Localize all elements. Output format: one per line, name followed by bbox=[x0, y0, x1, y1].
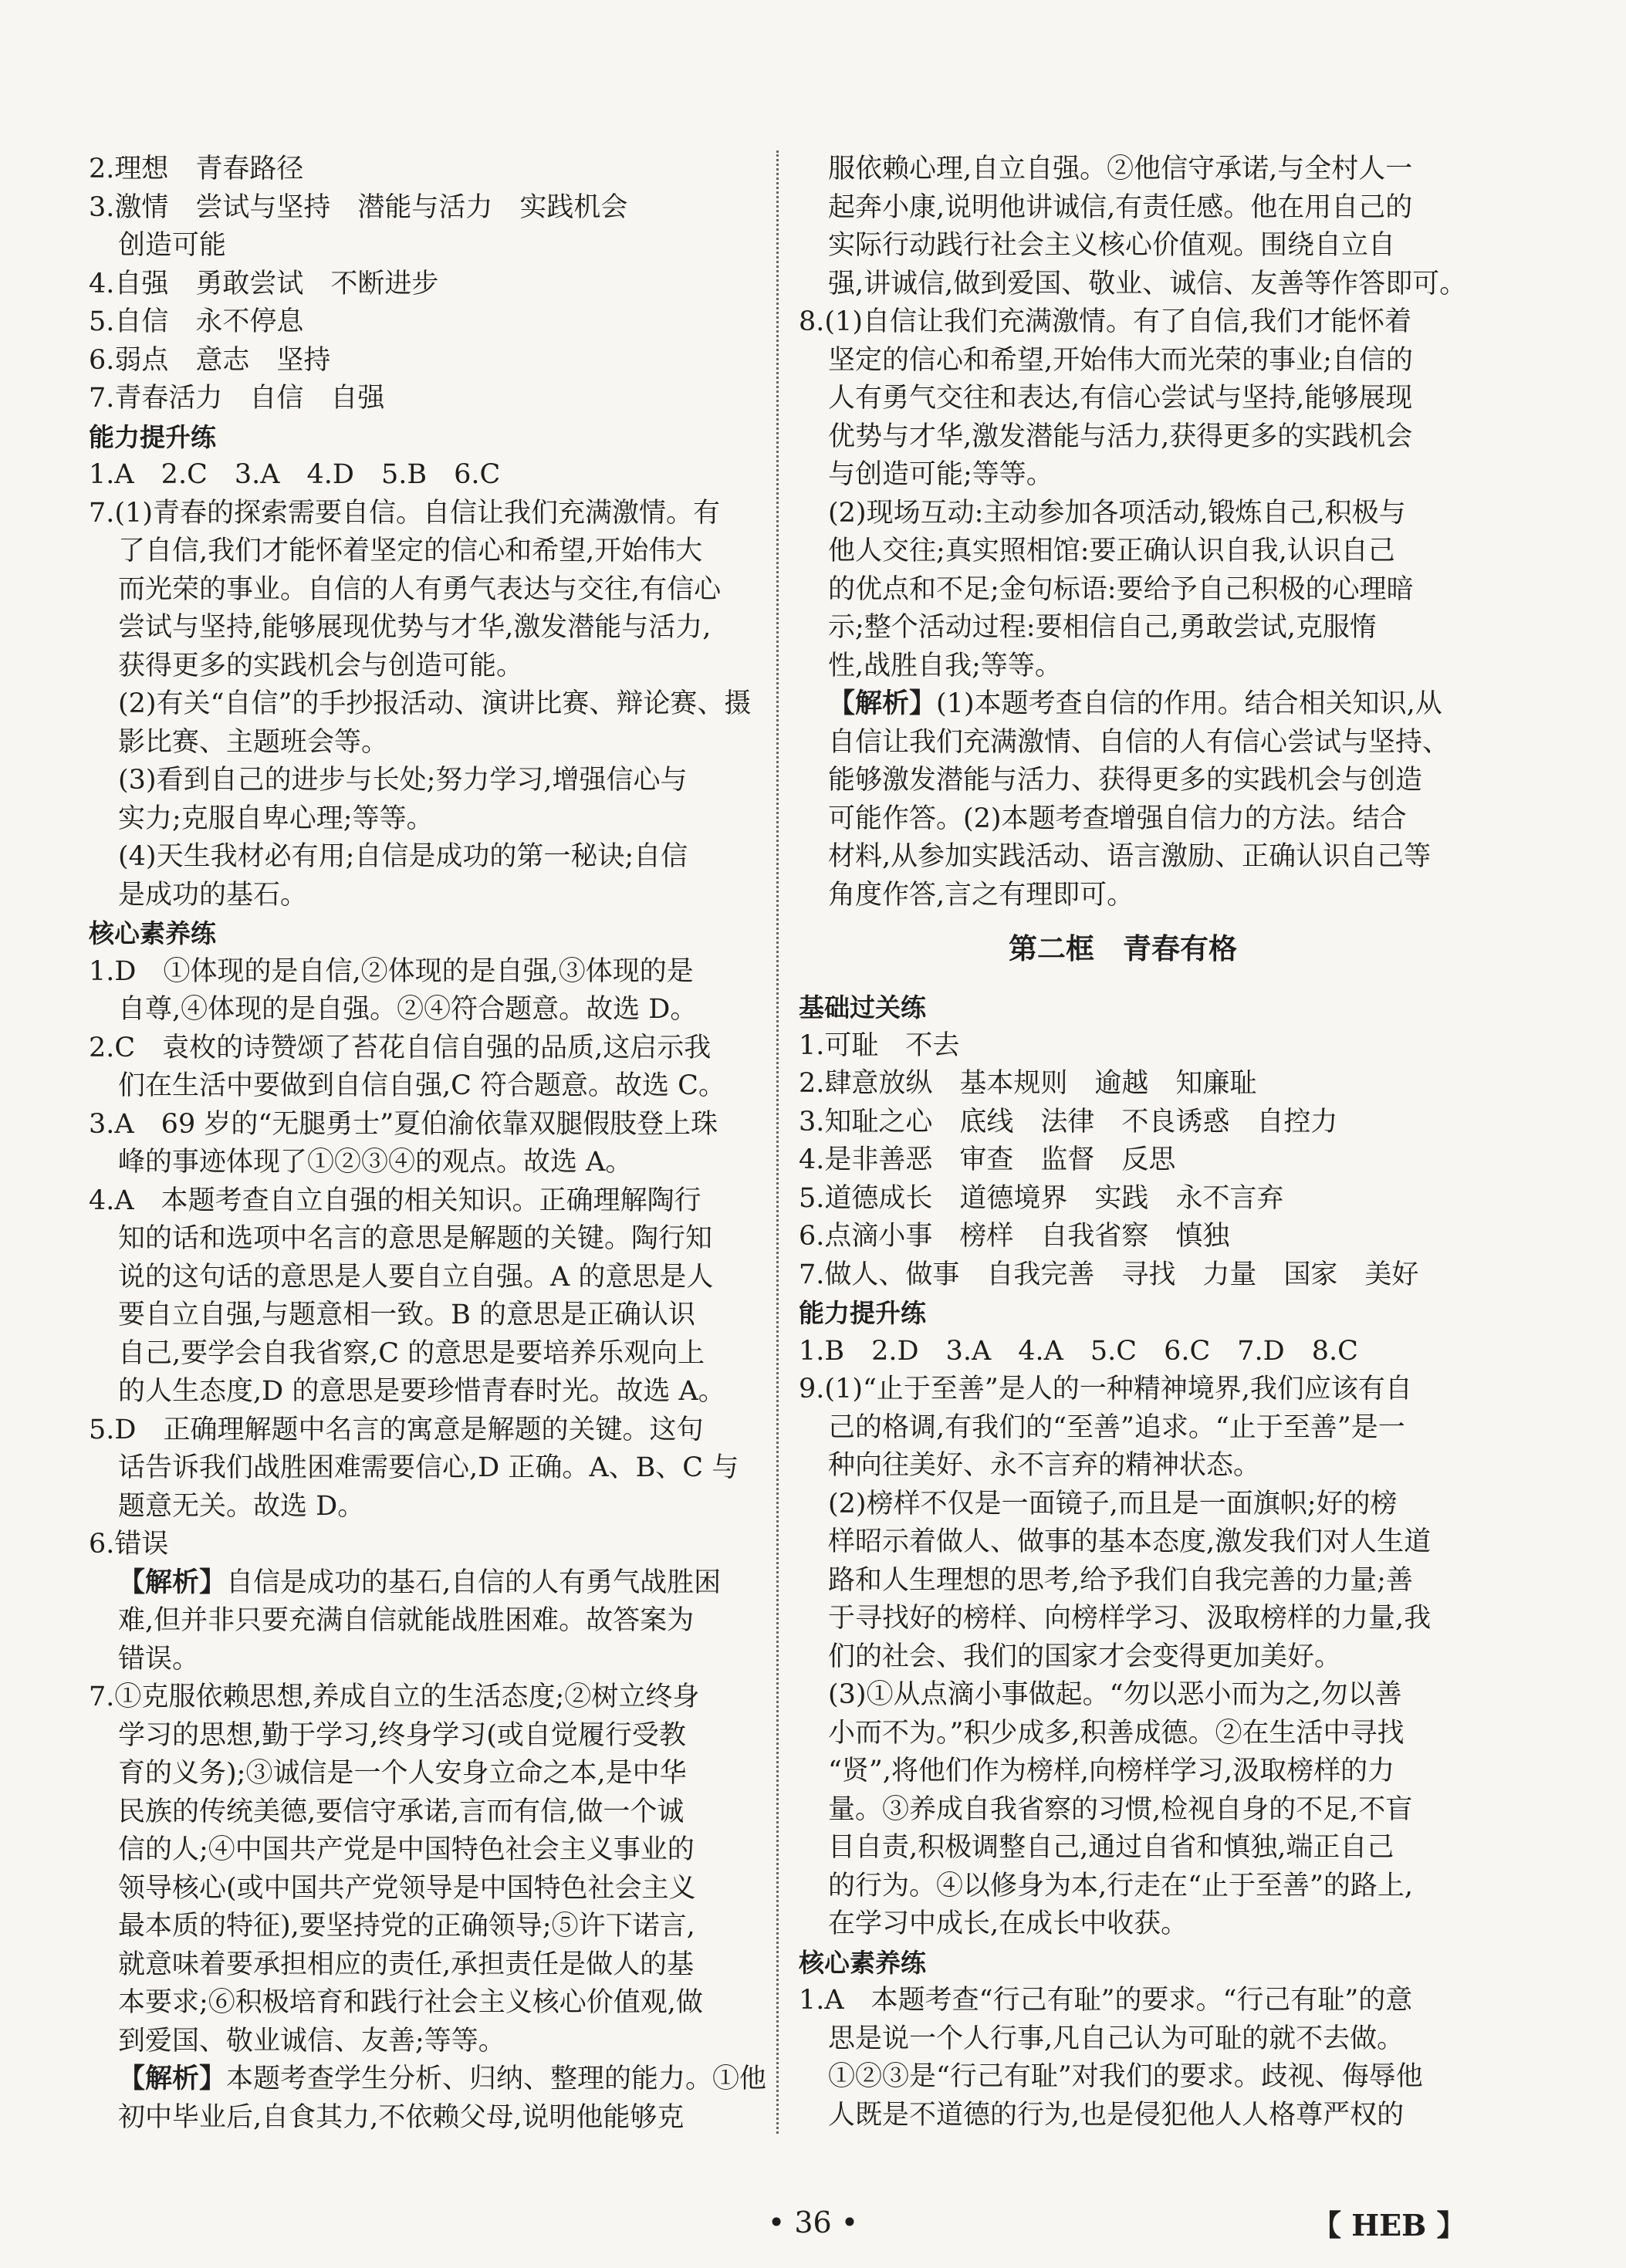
edition-tag: 【 HEB 】 bbox=[1312, 2208, 1466, 2243]
answer-line: 起奔小康,说明他讲诚信,有责任感。他在用自己的 bbox=[828, 191, 1413, 223]
answer-line: 5.自信 永不停息 bbox=[89, 306, 304, 337]
answer-line: 4.A 本题考查自立自强的相关知识。正确理解陶行 bbox=[89, 1185, 701, 1216]
answer-line: “贤”,将他们作为榜样,向榜样学习,汲取榜样的力 bbox=[828, 1756, 1395, 1786]
section-title: 第二框 青春有格 bbox=[1009, 932, 1237, 965]
answer-line: 1.D ①体现的是自信,②体现的是自强,③体现的是 bbox=[89, 955, 694, 987]
answer-line: 民族的传统美德,要信守承诺,言而有信,做一个诚 bbox=[118, 1796, 685, 1827]
answer-line: 4.是非善恶 审查 监督 反思 bbox=[799, 1144, 1176, 1175]
answer-line: 信的人;④中国共产党是中国特色社会主义事业的 bbox=[118, 1834, 695, 1865]
answer-line: (2)有关“自信”的手抄报活动、演讲比赛、辩论赛、摄 bbox=[118, 688, 752, 719]
answer-line: 的行为。④以修身为本,行走在“止于至善”的路上, bbox=[828, 1870, 1414, 1901]
answer-line: (4)天生我材必有用;自信是成功的第一秘诀;自信 bbox=[118, 841, 688, 872]
answer-line: 8.(1)自信让我们充满激情。有了自信,我们才能怀着 bbox=[799, 306, 1412, 337]
answer-line: 2.C 袁枚的诗赞颂了苔花自信自强的品质,这启示我 bbox=[89, 1032, 712, 1063]
answer-line: 强,讲诚信,做到爱国、敬业、诚信、友善等作答即可。 bbox=[828, 268, 1467, 299]
answer-line: 优势与才华,激发潜能与活力,获得更多的实践机会 bbox=[828, 421, 1413, 452]
answer-line: 小而不为。”积少成多,积善成德。②在生活中寻找 bbox=[828, 1717, 1405, 1749]
answer-line: 2.肆意放纵 基本规则 逾越 知廉耻 bbox=[799, 1068, 1257, 1099]
answer-line: 领导核心(或中国共产党领导是中国特色社会主义 bbox=[118, 1872, 696, 1904]
section-heading-core: 核心素养练 bbox=[89, 918, 216, 948]
answer-line: 目自责,积极调整自己,通过自省和慎独,端正自己 bbox=[828, 1832, 1394, 1863]
page-number: • 36 • bbox=[767, 2205, 859, 2239]
answer-line: 7.(1)青春的探索需要自信。自信让我们充满激情。有 bbox=[89, 497, 720, 529]
section-heading-ability: 能力提升练 bbox=[89, 421, 216, 452]
answer-line: 2.理想 青春路径 bbox=[89, 154, 304, 184]
answer-line: 可能作答。(2)本题考查增强自信力的方法。结合 bbox=[828, 803, 1407, 834]
analysis-text: 自信是成功的基石,自信的人有勇气战胜困 bbox=[226, 1567, 722, 1598]
answer-line: 们在生活中要做到自信自强,C 符合题意。故选 C。 bbox=[118, 1070, 725, 1101]
analysis-label: 【解析】 bbox=[118, 2064, 227, 2094]
answer-line: 自尊,④体现的是自强。②④符合题意。故选 D。 bbox=[118, 994, 698, 1025]
answer-line: 错误。 bbox=[118, 1643, 200, 1675]
section-heading-basic: 基础过关练 bbox=[799, 992, 926, 1022]
answer-line: (2)榜样不仅是一面镜子,而且是一面旗帜;好的榜 bbox=[828, 1488, 1398, 1519]
section-heading-ability: 能力提升练 bbox=[799, 1298, 926, 1328]
answer-line: 7.做人、做事 自我完善 寻找 力量 国家 美好 bbox=[799, 1259, 1419, 1290]
answer-line: 人有勇气交往和表达,有信心尝试与坚持,能够展现 bbox=[828, 383, 1413, 414]
answer-line: 1.B 2.D 3.A 4.A 5.C 6.C 7.D 8.C bbox=[799, 1335, 1358, 1367]
answer-line: 材料,从参加实践活动、语言激励、正确认识自己等 bbox=[828, 841, 1432, 872]
answer-line: 是成功的基石。 bbox=[118, 879, 308, 911]
answer-line: 能够激发潜能与活力、获得更多的实践机会与创造 bbox=[828, 765, 1423, 796]
answer-line: 6.点滴小事 榜样 自我省察 慎独 bbox=[799, 1221, 1230, 1252]
answer-line: (2)现场互动:主动参加各项活动,锻炼自己,积极与 bbox=[828, 497, 1406, 529]
analysis-line bbox=[89, 1564, 745, 1603]
answer-line: 话告诉我们战胜困难需要信心,D 正确。A、B、C 与 bbox=[118, 1452, 739, 1483]
answer-line: ①②③是“行己有耻”对我们的要求。歧视、侮辱他 bbox=[828, 2061, 1423, 2092]
answer-line: 的优点和不足;金句标语:要给予自己积极的心理暗 bbox=[828, 573, 1414, 605]
answer-line: 4.自强 勇敢尝试 不断进步 bbox=[89, 268, 439, 299]
answer-line: 3.A 69 岁的“无腿勇士”夏伯渝依靠双腿假肢登上珠 bbox=[89, 1108, 718, 1140]
analysis-line bbox=[799, 685, 1447, 724]
answer-line: 1.可耻 不去 bbox=[799, 1029, 960, 1061]
answer-line: 角度作答,言之有理即可。 bbox=[828, 879, 1134, 911]
left-column bbox=[89, 150, 767, 2137]
analysis-text: (1)本题考查自信的作用。结合相关知识,从 bbox=[936, 688, 1442, 719]
answer-line: 样昭示着做人、做事的基本态度,激发我们对人生道 bbox=[828, 1526, 1432, 1557]
analysis-line bbox=[89, 2060, 767, 2099]
answer-line: 9.(1)“止于至善”是人的一种精神境界,我们应该有自 bbox=[799, 1374, 1412, 1404]
answer-line: 难,但并非只要充满自信就能战胜困难。故答案为 bbox=[118, 1605, 695, 1636]
answer-line: 示;整个活动过程:要相信自己,勇敢尝试,克服惰 bbox=[828, 612, 1377, 643]
right-column bbox=[799, 150, 1467, 2134]
answer-line: 人既是不道德的行为,也是侵犯他人人格尊严权的 bbox=[828, 2099, 1405, 2131]
answer-line: 育的义务);③诚信是一个人安身立命之本,是中华 bbox=[118, 1758, 687, 1789]
column-divider bbox=[776, 150, 779, 2134]
answer-line: 峰的事迹体现了①②③④的观点。故选 A。 bbox=[118, 1147, 633, 1178]
answer-line: 坚定的信心和希望,开始伟大而光荣的事业;自信的 bbox=[828, 344, 1413, 376]
answer-line: 实力;克服自卑心理;等等。 bbox=[118, 803, 434, 834]
answer-line: 影比赛、主题班会等。 bbox=[118, 726, 389, 758]
answer-line: 3.知耻之心 底线 法律 不良诱惑 自控力 bbox=[799, 1106, 1338, 1137]
answer-line: 自信让我们充满激情、自信的人有信心尝试与坚持、 bbox=[828, 726, 1450, 758]
answer-line: 要自立自强,与题意相一致。B 的意思是正确认识 bbox=[118, 1300, 695, 1330]
answer-line: 3.激情 尝试与坚持 潜能与活力 实践机会 bbox=[89, 191, 628, 223]
answer-line: 题意无关。故选 D。 bbox=[118, 1490, 365, 1522]
answer-line: 实际行动践行社会主义核心价值观。围绕自立自 bbox=[828, 230, 1396, 261]
answer-line: 与创造可能;等等。 bbox=[828, 459, 1053, 490]
analysis-label: 【解析】 bbox=[118, 1567, 227, 1598]
answer-line: 路和人生理想的思考,给予我们自我完善的力量;善 bbox=[828, 1564, 1413, 1596]
analysis-label: 【解析】 bbox=[828, 688, 937, 719]
section-heading-core: 核心素养练 bbox=[799, 1947, 926, 1978]
answer-line: 6.错误 bbox=[89, 1529, 169, 1560]
answer-line: 自己,要学会自我省察,C 的意思是要培养乐观向上 bbox=[118, 1337, 705, 1369]
answer-line: 5.道德成长 道德境界 实践 永不言弃 bbox=[799, 1182, 1284, 1214]
answer-line: 就意味着要承担相应的责任,承担责任是做人的基 bbox=[118, 1949, 695, 1980]
answer-line: 5.D 正确理解题中名言的寓意是解题的关键。这句 bbox=[89, 1414, 704, 1445]
answer-line: 知的话和选项中名言的意思是解题的关键。陶行知 bbox=[118, 1223, 713, 1254]
analysis-text: 本题考查学生分析、归纳、整理的能力。①他 bbox=[226, 2064, 767, 2094]
answer-line: 本要求;⑥积极培育和践行社会主义核心价值观,做 bbox=[118, 1987, 703, 2018]
answer-line: 量。③养成自我省察的习惯,检视自身的不足,不盲 bbox=[828, 1793, 1413, 1825]
answer-line: 7.青春活力 自信 自强 bbox=[89, 383, 385, 414]
answer-line: 说的这句话的意思是人要自立自强。A 的意思是人 bbox=[118, 1261, 714, 1293]
answer-line: 最本质的特征),要坚持党的正确领导;⑤许下诺言, bbox=[118, 1911, 695, 1942]
answer-line: 性,战胜自我;等等。 bbox=[828, 650, 1062, 681]
answer-line: 于寻找好的榜样、向榜样学习、汲取榜样的力量,我 bbox=[828, 1603, 1432, 1634]
answer-line: 初中毕业后,自食其力,不依赖父母,说明他能够克 bbox=[118, 2101, 685, 2133]
answer-line: 获得更多的实践机会与创造可能。 bbox=[118, 650, 524, 681]
answer-line: 思是说一个人行事,凡自己认为可耻的就不去做。 bbox=[828, 2023, 1405, 2054]
answer-line: 在学习中成长,在成长中收获。 bbox=[828, 1908, 1188, 1939]
answer-line: 们的社会、我们的国家才会变得更加美好。 bbox=[828, 1641, 1342, 1672]
answer-line: 而光荣的事业。自信的人有勇气表达与交往,有信心 bbox=[118, 573, 722, 605]
answer-line: 的人生态度,D 的意思是要珍惜青春时光。故选 A。 bbox=[118, 1376, 725, 1407]
answer-line: 1.A 2.C 3.A 4.D 5.B 6.C bbox=[89, 459, 501, 490]
answer-line: 己的格调,有我们的“至善”追求。“止于至善”是一 bbox=[828, 1411, 1405, 1443]
answer-line: (3)①从点滴小事做起。“勿以恶小而为之,勿以善 bbox=[828, 1679, 1402, 1710]
answer-line: 6.弱点 意志 坚持 bbox=[89, 344, 331, 376]
answer-line: 他人交往;真实照相馆:要正确认识自我,认识自己 bbox=[828, 536, 1395, 566]
answer-line: (3)看到自己的进步与长处;努力学习,增强信心与 bbox=[118, 765, 688, 796]
answer-line: 了自信,我们才能怀着坚定的信心和希望,开始伟大 bbox=[118, 536, 703, 566]
answer-line: 尝试与坚持,能够展现优势与才华,激发潜能与活力, bbox=[118, 612, 712, 643]
answer-line: 7.①克服依赖思想,养成自立的生活态度;②树立终身 bbox=[89, 1682, 700, 1712]
answer-line: 创造可能 bbox=[118, 230, 227, 261]
answer-line: 到爱国、敬业诚信、友善;等等。 bbox=[118, 2025, 505, 2057]
answer-line: 学习的思想,勤于学习,终身学习(或自觉履行受教 bbox=[118, 1719, 686, 1751]
answer-line: 种向往美好、永不言弃的精神状态。 bbox=[828, 1450, 1261, 1481]
answer-line: 1.A 本题考查“行己有耻”的要求。“行己有耻”的意 bbox=[799, 1985, 1413, 2016]
answer-line: 服依赖心理,自立自强。②他信守承诺,与全村人一 bbox=[828, 154, 1413, 184]
